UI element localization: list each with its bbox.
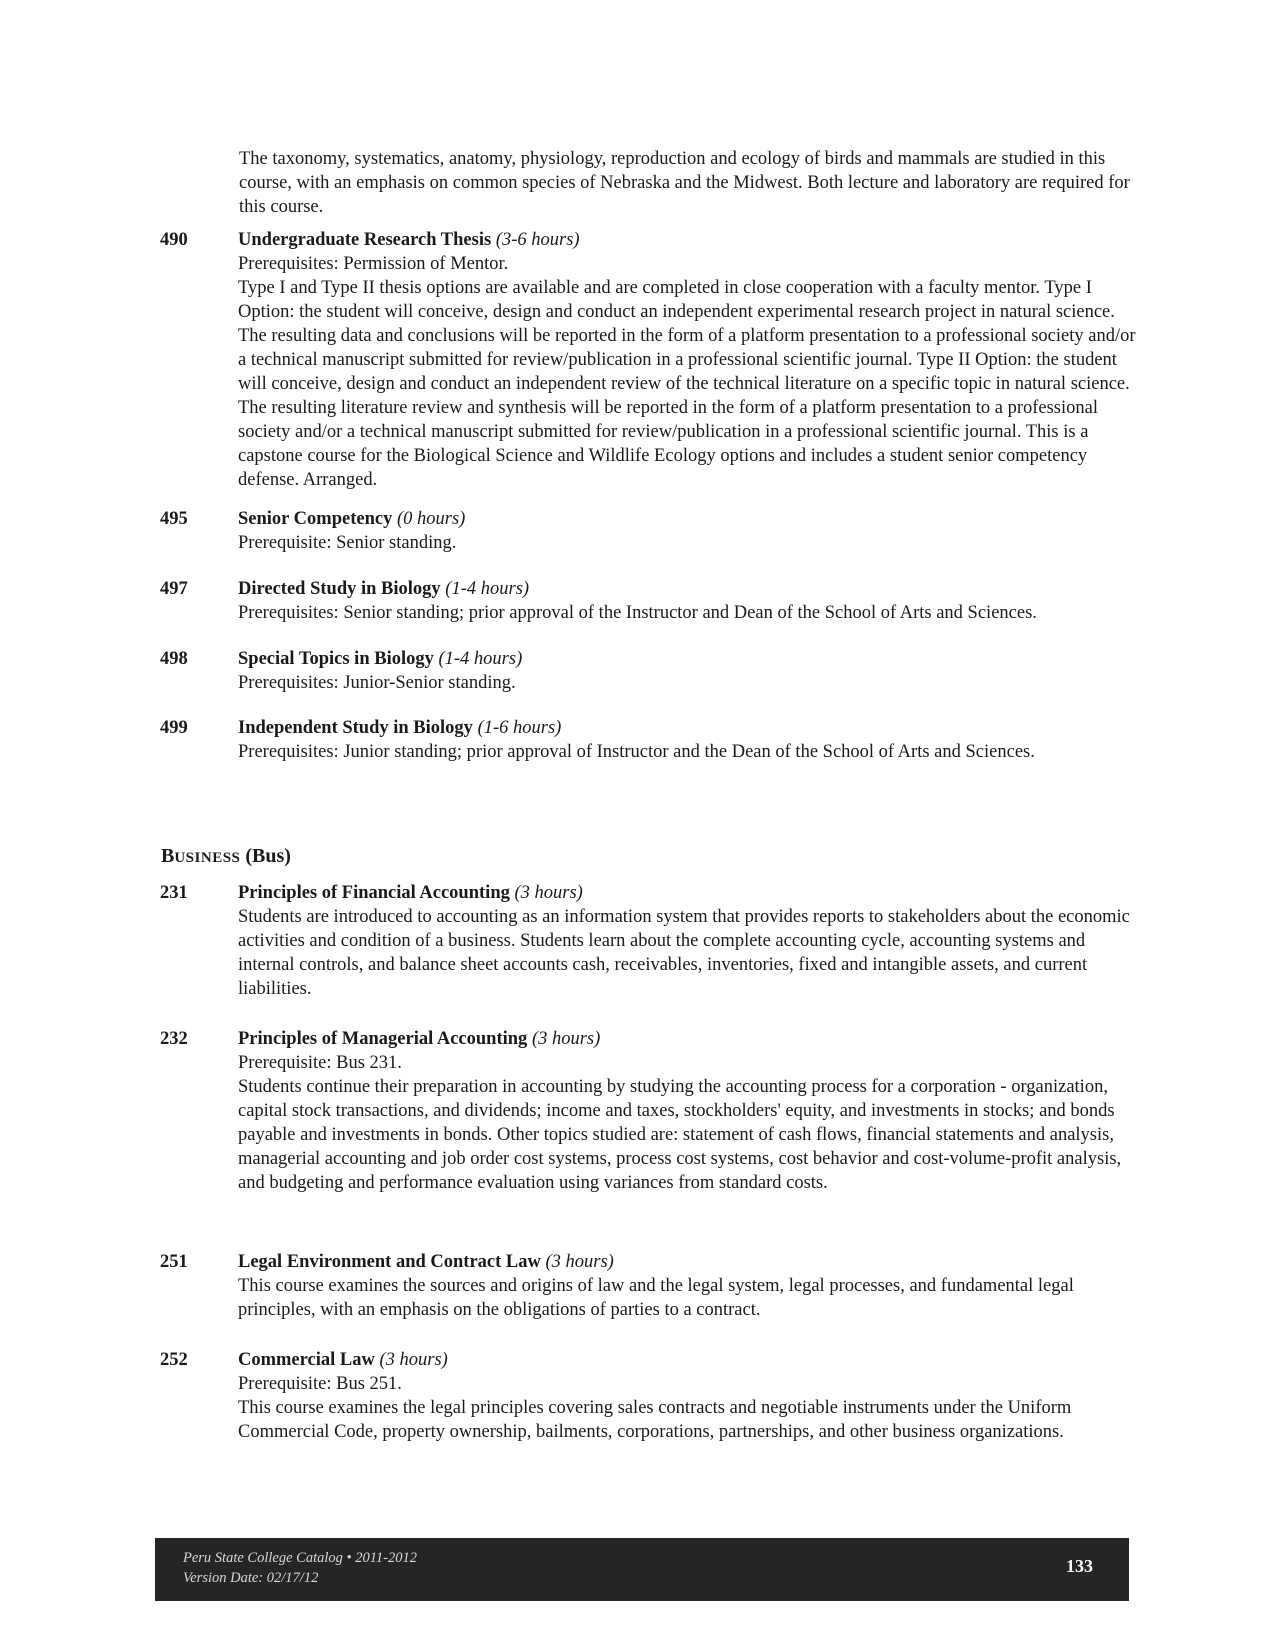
- course-title: Principles of Financial Accounting: [238, 883, 510, 903]
- course-body: [238, 716, 1138, 764]
- course-title: Commercial Law: [238, 1350, 375, 1370]
- course-body: [238, 507, 1138, 555]
- course-number: 490: [160, 230, 188, 250]
- course-prerequisite: Prerequisites: Junior-Senior standing.: [238, 673, 516, 693]
- course-heading: [238, 1027, 1138, 1051]
- course-number: 252: [160, 1350, 188, 1370]
- course-prerequisite: Prerequisites: Permission of Mentor.: [238, 254, 509, 274]
- course-heading: [238, 881, 1138, 905]
- course-number: 231: [160, 883, 188, 903]
- course-body: [238, 577, 1138, 625]
- course-heading: [238, 228, 1138, 252]
- course-heading: [238, 1348, 1138, 1372]
- course-body: [238, 1027, 1138, 1195]
- course-hours: (3 hours): [379, 1350, 448, 1370]
- course-hours: (0 hours): [396, 509, 466, 529]
- course-heading: [238, 577, 1138, 601]
- course-body: [238, 881, 1138, 1001]
- course-description: Students continue their preparation in accounting by studying the accounting process for a corporation - organization, capital stock transactions, and dividends; income and taxes, stockholders' equity, and investments in stocks; and bonds payable and investments in bonds. Other topics studied are: statement of cash flows, financial statements and analysis, managerial accounting and job order cost systems, process cost systems, cost behavior and cost-volume-profit analysis, and budgeting and performance evaluation using variances from standard costs.: [238, 1077, 1122, 1193]
- page-number: 133: [1066, 1556, 1093, 1576]
- course-prerequisite: Prerequisite: Bus 251.: [238, 1374, 402, 1394]
- course-number: 495: [160, 509, 188, 529]
- course-description: Students are introduced to accounting as an information system that provides reports to stakeholders about the economic activities and condition of a business. Students learn about the complete accounting cycle, accounting systems and internal controls, and balance sheet accounts cash, receivables, inventories, fixed and intangible assets, and current liabilities.: [238, 907, 1130, 999]
- course-hours: (3 hours): [514, 883, 583, 903]
- course-number: 499: [160, 718, 188, 738]
- course-prerequisite: Prerequisites: Senior standing; prior approval of the Instructor and Dean of the School of Arts and Sciences.: [238, 603, 1037, 623]
- course-title: Senior Competency: [238, 509, 393, 529]
- course-prerequisite: Prerequisite: Senior standing.: [238, 533, 457, 553]
- course-title: Directed Study in Biology: [238, 579, 441, 599]
- heading-initial: B: [161, 845, 175, 867]
- course-body: [238, 647, 1138, 695]
- course-heading: [238, 1250, 1138, 1274]
- course-title: Legal Environment and Contract Law: [238, 1252, 541, 1272]
- course-description: Type I and Type II thesis options are available and are completed in close cooperation with a faculty mentor. Type I Option: the student will conceive, design and conduct an independent experimental research project in natural science. The resulting data and conclusions will be reported in the form of a platform presentation to a professional society and/or a technical manuscript submitted for review/publication in a professional scientific journal. Type II Option: the student will conceive, design and conduct an independent review of the technical literature on a specific topic in natural science. The resulting literature review and synthesis will be reported in the form of a platform presentation to a professional society and/or a technical manuscript submitted for review/publication in a professional scientific journal. This is a capstone course for the Biological Science and Wildlife Ecology options and includes a student senior competency defense. Arranged.: [238, 278, 1136, 490]
- footer-catalog-info: [183, 1548, 417, 1588]
- course-prerequisite: Prerequisite: Bus 231.: [238, 1053, 402, 1073]
- course-title: Independent Study in Biology: [238, 718, 473, 738]
- course-number: 251: [160, 1252, 188, 1272]
- course-body: [238, 1348, 1138, 1444]
- footer-catalog-title: Peru State College Catalog • 2011-2012: [183, 1550, 417, 1566]
- course-description: This course examines the legal principles covering sales contracts and negotiable instruments under the Uniform Commercial Code, property ownership, bailments, corporations, partnerships, and other business organizations.: [238, 1398, 1072, 1442]
- course-hours: (1-6 hours): [477, 718, 562, 738]
- course-title: Special Topics in Biology: [238, 649, 434, 669]
- course-description: This course examines the sources and origins of law and the legal system, legal processes, and fundamental legal principles, with an emphasis on the obligations of parties to a contract.: [238, 1276, 1074, 1320]
- page-footer: [155, 1538, 1129, 1601]
- course-title: Undergraduate Research Thesis: [238, 230, 492, 250]
- course-hours: (1-4 hours): [438, 649, 523, 669]
- course-body: [238, 1250, 1138, 1322]
- course-body: [238, 228, 1138, 492]
- footer-version-date: Version Date: 02/17/12: [183, 1570, 319, 1586]
- course-hours: (1-4 hours): [445, 579, 530, 599]
- heading-code: (Bus): [245, 845, 291, 867]
- section-heading-business: [161, 843, 291, 871]
- course-number: 232: [160, 1029, 188, 1049]
- intro-paragraph: The taxonomy, systematics, anatomy, physiology, reproduction and ecology of birds and mammals are studied in this course, with an emphasis on common species of Nebraska and the Midwest. Both lecture and laboratory are required for this course.: [239, 149, 1130, 217]
- heading-rest: USINESS: [174, 850, 241, 866]
- course-number: 497: [160, 579, 188, 599]
- course-hours: (3-6 hours): [495, 230, 580, 250]
- course-title: Principles of Managerial Accounting: [238, 1029, 528, 1049]
- course-heading: [238, 507, 1138, 531]
- course-number: 498: [160, 649, 188, 669]
- course-hours: (3 hours): [545, 1252, 614, 1272]
- course-heading: [238, 647, 1138, 671]
- course-prerequisite: Prerequisites: Junior standing; prior approval of Instructor and the Dean of the School of Arts and Sciences.: [238, 742, 1035, 762]
- course-heading: [238, 716, 1138, 740]
- course-hours: (3 hours): [531, 1029, 601, 1049]
